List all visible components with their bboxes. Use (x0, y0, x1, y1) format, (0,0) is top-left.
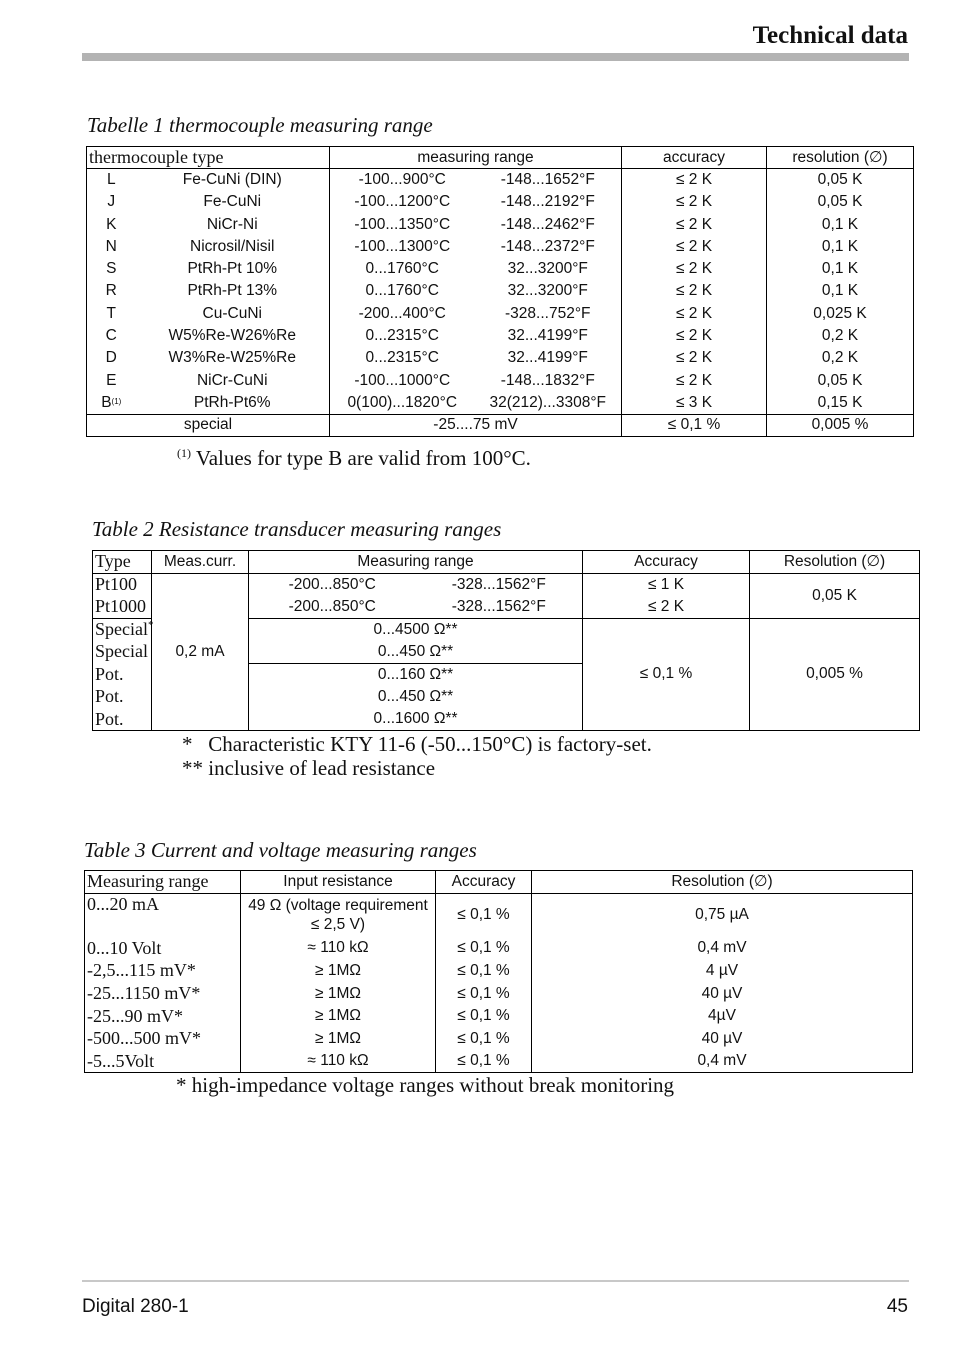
cell: C (87, 325, 136, 347)
cell: R (87, 280, 136, 302)
footnote-marker: (1) (111, 396, 122, 406)
cell: 0,05 K (767, 191, 914, 213)
cell: 0,05 K (767, 169, 914, 191)
cell: -148...1652°F (475, 169, 622, 191)
table-row (87, 258, 914, 280)
header-cell: accuracy (622, 147, 767, 169)
table-header-row (85, 871, 913, 894)
cell: -25...1150 mV* (85, 982, 241, 1005)
cell: 0,75 µA (532, 893, 913, 937)
header-cell: Measuring range (249, 551, 583, 574)
cell (87, 392, 136, 414)
cell: ≈ 110 kΩ (241, 1050, 436, 1073)
cell: Pot. (93, 663, 152, 686)
cell: 0,4 mV (532, 1050, 913, 1073)
cell: 0,1 K (767, 213, 914, 235)
header-rule (82, 53, 909, 61)
header-cell: Input resistance (241, 871, 436, 894)
cell: Pot. (93, 708, 152, 731)
cell: ≤ 0,1 % (622, 414, 767, 436)
cell: -200...850°C (288, 575, 376, 593)
table-row (87, 303, 914, 325)
cell: ≤ 2 K (622, 325, 767, 347)
cell: ≤ 0,1 % (436, 1050, 532, 1073)
cell: 0,2 K (767, 347, 914, 369)
current-voltage-table (84, 870, 913, 1073)
cell: 0,4 mV (532, 937, 913, 960)
table-row (87, 280, 914, 302)
header-cell: Accuracy (436, 871, 532, 894)
table-row-special (87, 414, 914, 436)
cell: ≤ 2 K (622, 303, 767, 325)
cell: L (87, 169, 136, 191)
cell: ≤ 0,1 % (583, 618, 750, 731)
cell: 0,025 K (767, 303, 914, 325)
cell: Pt100 (93, 573, 152, 596)
header-cell: Meas.curr. (152, 551, 249, 574)
cell: 0,05 K (767, 369, 914, 391)
cell: Pot. (93, 686, 152, 709)
cell: ≥ 1MΩ (241, 960, 436, 983)
cell: 0...450 Ω** (249, 686, 583, 709)
cell: K (87, 213, 136, 235)
table-row (85, 960, 913, 983)
cell: J (87, 191, 136, 213)
cell: Pt1000 (93, 596, 152, 619)
cell: 0...10 Volt (85, 937, 241, 960)
cell: PtRh-Pt6% (136, 392, 330, 414)
cell: -100...900°C (358, 171, 446, 189)
table-row (85, 937, 913, 960)
resistance-table (92, 550, 920, 731)
cell: -25...90 mV* (85, 1005, 241, 1028)
header-cell: Accuracy (583, 551, 750, 574)
cell: 32...4199°F (475, 347, 622, 369)
cell: 0...1600 Ω** (249, 708, 583, 731)
cell: ≤ 2 K (622, 169, 767, 191)
table-row (87, 392, 914, 414)
footnote-marker: * (147, 619, 154, 631)
cell: ≤ 0,1 % (436, 937, 532, 960)
cell: ≥ 1MΩ (241, 1027, 436, 1050)
table-row (87, 369, 914, 391)
cell: ≥ 1MΩ (241, 1005, 436, 1028)
cell: ≤ 2 K (622, 213, 767, 235)
header-cell: thermocouple type (87, 147, 330, 169)
table-row (87, 236, 914, 258)
table1-caption: Tabelle 1 thermocouple measuring range (87, 113, 433, 137)
cell: 4µV (532, 1005, 913, 1028)
cell: Nicrosil/Nisil (136, 236, 330, 258)
cell: NiCr-Ni (136, 213, 330, 235)
cell: special (87, 414, 330, 436)
cell: 0,1 K (767, 280, 914, 302)
cell: Cu-CuNi (136, 303, 330, 325)
cell: -100...1200°C (354, 193, 451, 211)
cell: 32...3200°F (475, 280, 622, 302)
table1-footnote (177, 446, 531, 471)
cell: -100...1000°C (354, 371, 451, 389)
cell: ≤ 0,1 % (436, 1027, 532, 1050)
table-row (85, 1027, 913, 1050)
cell: 0(100)...1820°C (347, 393, 458, 411)
cell: 0,2 mA (152, 573, 249, 731)
table-row (87, 169, 914, 191)
cell: ≤ 2 K (622, 191, 767, 213)
cell: -25....75 mV (330, 414, 622, 436)
cell: ≤ 2 K (622, 258, 767, 280)
cell: 4 µV (532, 960, 913, 983)
table2-caption: Table 2 Resistance transducer measuring ranges (92, 517, 502, 541)
cell: D (87, 347, 136, 369)
cell: ≤ 1 K (583, 573, 750, 596)
cell: ≤ 0,1 % (436, 982, 532, 1005)
type-letter: B (101, 393, 112, 411)
cell: 0,005 % (767, 414, 914, 436)
cell: 32...3200°F (475, 258, 622, 280)
cell: 0,05 K (750, 573, 920, 618)
page-header-title: Technical data (752, 22, 908, 49)
cell: 0...4500 Ω** (249, 618, 583, 641)
cell: -148...2192°F (475, 191, 622, 213)
input-resistance-line1: 49 Ω (voltage requirement (248, 897, 428, 915)
cell: -148...2372°F (475, 236, 622, 258)
cell: 0...20 mA (85, 893, 241, 937)
table3-caption: Table 3 Current and voltage measuring ranges (84, 838, 477, 862)
input-resistance-line2: ≤ 2,5 V) (310, 916, 366, 934)
header-cell: measuring range (330, 147, 622, 169)
cell: 0...1760°C (365, 282, 439, 300)
footer-rule (82, 1280, 909, 1282)
cell (241, 893, 436, 937)
cell: 0,005 % (750, 618, 920, 731)
cell: 0...450 Ω** (249, 641, 583, 664)
cell: W5%Re-W26%Re (136, 325, 330, 347)
cell: S (87, 258, 136, 280)
header-cell: Measuring range (85, 871, 241, 894)
cell: 0...2315°C (365, 349, 439, 367)
table-row (93, 573, 920, 596)
table-row (85, 982, 913, 1005)
cell: 0...160 Ω** (249, 663, 583, 686)
cell: -148...1832°F (475, 369, 622, 391)
cell: -500...500 mV* (85, 1027, 241, 1050)
cell: Special (93, 641, 152, 664)
cell: PtRh-Pt 10% (136, 258, 330, 280)
cell: 32...4199°F (475, 325, 622, 347)
table-row (87, 325, 914, 347)
thermocouple-table (86, 146, 914, 437)
cell: 0,1 K (767, 258, 914, 280)
header-cell: Resolution (∅) (750, 551, 920, 574)
cell: -328...752°F (475, 303, 622, 325)
header-cell: Type (93, 551, 152, 574)
cell: E (87, 369, 136, 391)
cell: ≥ 1MΩ (241, 982, 436, 1005)
cell: T (87, 303, 136, 325)
cell: ≤ 2 K (622, 347, 767, 369)
table-row (87, 213, 914, 235)
cell: PtRh-Pt 13% (136, 280, 330, 302)
table-row (85, 893, 913, 937)
cell: 0,15 K (767, 392, 914, 414)
table-header-row (93, 551, 920, 574)
cell: ≈ 110 kΩ (241, 937, 436, 960)
table3-footnote: * high-impedance voltage ranges without break monitoring (176, 1073, 675, 1097)
cell: ≤ 2 K (583, 596, 750, 619)
cell (93, 618, 152, 641)
cell: -2,5...115 mV* (85, 960, 241, 983)
cell: 0...2315°C (365, 327, 439, 345)
cell: -100...1300°C (354, 237, 451, 255)
table-row (85, 1005, 913, 1028)
cell: N (87, 236, 136, 258)
cell: -5...5Volt (85, 1050, 241, 1073)
type-label: Special (95, 619, 148, 639)
cell: ≤ 2 K (622, 280, 767, 302)
cell: ≤ 0,1 % (436, 1005, 532, 1028)
cell: NiCr-CuNi (136, 369, 330, 391)
cell: -100...1350°C (354, 215, 451, 233)
header-cell: Resolution (∅) (532, 871, 913, 894)
table-row (85, 1050, 913, 1073)
cell: ≤ 3 K (622, 392, 767, 414)
cell: ≤ 2 K (622, 236, 767, 258)
cell: -148...2462°F (475, 213, 622, 235)
cell: -200...850°C (249, 596, 416, 619)
cell: 0,1 K (767, 236, 914, 258)
cell: -200...400°C (358, 304, 446, 322)
cell: ≤ 0,1 % (436, 960, 532, 983)
table-header-row (87, 147, 914, 169)
page-number: 45 (886, 1296, 908, 1317)
table-row (87, 191, 914, 213)
cell: Fe-CuNi (136, 191, 330, 213)
cell: 32(212)...3308°F (475, 392, 622, 414)
footnote-marker: (1) (177, 446, 191, 460)
cell: 40 µV (532, 982, 913, 1005)
table2-footnote-1: * Characteristic KTY 11-6 (-50...150°C) is factory-set. (182, 732, 652, 756)
header-cell: resolution (∅) (767, 147, 914, 169)
cell: 0...1760°C (365, 260, 439, 278)
cell: Fe-CuNi (DIN) (136, 169, 330, 191)
cell: ≤ 0,1 % (436, 893, 532, 937)
cell: W3%Re-W25%Re (136, 347, 330, 369)
cell: -328...1562°F (416, 596, 583, 619)
cell: 40 µV (532, 1027, 913, 1050)
table2-footnote-2: ** inclusive of lead resistance (182, 756, 436, 780)
footer-document-name: Digital 280-1 (82, 1296, 189, 1317)
cell: 0,2 K (767, 325, 914, 347)
table-row (87, 347, 914, 369)
cell: -328...1562°F (416, 573, 583, 596)
footnote-text: Values for type B are valid from 100°C. (191, 446, 531, 470)
cell: ≤ 2 K (622, 369, 767, 391)
